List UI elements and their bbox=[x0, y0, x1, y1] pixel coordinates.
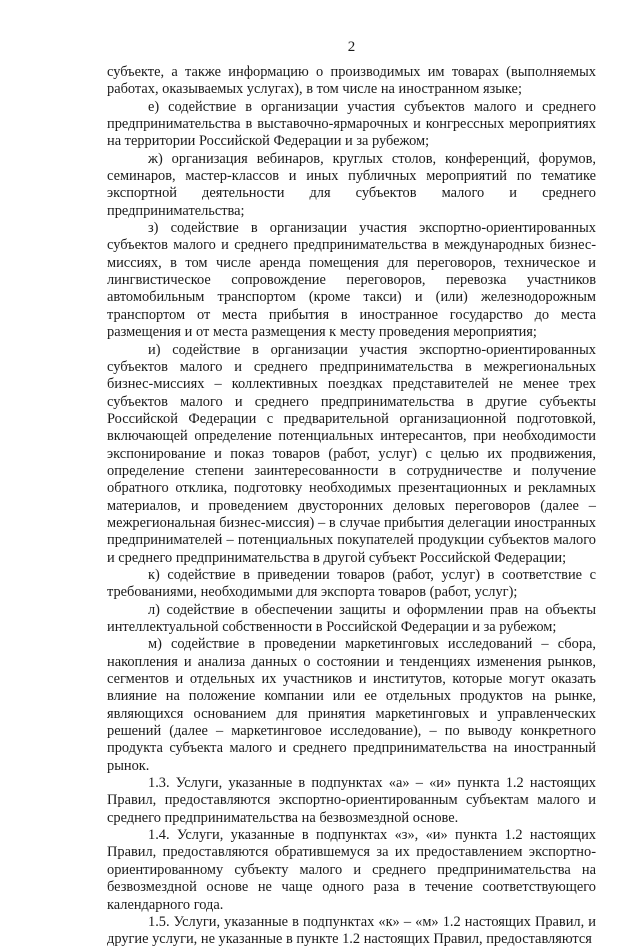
paragraph-item-z: з) содействие в организации участия экспортно-ориентированных субъектов малого и среднего предпринимательства в международных бизнес-миссиях, в том числе аренда помещения для переговоров, техническое и лингвистическое сопровождение переговоров, перевозка участников автомобильным транспортом (кроме такси) и (или) железнодорожным транспортом от места прибытия в иностранное государство до места размещения и от места размещения к месту проведения мероприятия; bbox=[107, 220, 596, 341]
paragraph-continuation: субъекте, а также информацию о производимых им товарах (выполняемых работах, оказываемых услугах), в том числе на иностранном языке; bbox=[107, 64, 596, 98]
paragraph-1-4: 1.4. Услуги, указанные в подпунктах «з», «и» пункта 1.2 настоящих Правил, предоставляются обратившемуся за их предоставлением экспортно-ориентированному субъекту малого и среднего предпринимательства на безвозмездной основе не чаще одного раза в течение соответствующего календарного года. bbox=[107, 827, 596, 913]
paragraph-item-k: к) содействие в приведении товаров (работ, услуг) в соответствие с требованиями, необходимыми для экспорта товаров (работ, услуг); bbox=[107, 566, 596, 601]
paragraph-item-m: м) содействие в проведении маркетинговых исследований – сбора, накопления и анализа данных о состоянии и тенденциях изменения рынков, сегментов и отдельных их участников и институтов, которые могут оказать влияние на положение компании или ее отдельных продуктов на рынке, являющихся основанием для принятия маркетинговых и управленческих решений (далее – маркетинговое исследование), – по выводу конкретного продукта субъекта малого и среднего предпринимательства на иностранный рынок. bbox=[107, 636, 596, 774]
document-body bbox=[107, 64, 596, 949]
page-number: 2 bbox=[347, 39, 356, 55]
paragraph-item-l: л) содействие в обеспечении защиты и оформлении прав на объекты интеллектуальной собственности в Российской Федерации и за рубежом; bbox=[107, 601, 596, 635]
paragraph-item-zh: ж) организация вебинаров, круглых столов, конференций, форумов, семинаров, мастер-классов и иных публичных мероприятий по тематике экспортной деятельности для субъектов малого и среднего предпринимательства; bbox=[107, 150, 596, 219]
paragraph-item-e: е) содействие в организации участия субъектов малого и среднего предпринимательства в выставочно-ярмарочных и конгрессных мероприятиях на территории Российской Федерации и за рубежом; bbox=[107, 98, 596, 150]
paragraph-item-i: и) содействие в организации участия экспортно-ориентированных субъектов малого и среднего предпринимательства в межрегиональных бизнес-миссиях – коллективных поездках представителей не менее трех субъектов малого и среднего предпринимательства в другие субъекты Российской Федерации с предварительной организационной подготовкой, включающей определение потенциальных интересантов, при необходимости экспонирование и показ товаров (работ, услуг) с целью их продвижения, определение степени заинтересованности в сотрудничестве и получение обратного отклика, подготовку необходимых презентационных и рекламных материалов, и проведением двусторонних деловых переговоров (далее – межрегиональная бизнес-миссия) – в случае прибытия делегации иностранных предпринимателей – потенциальных покупателей продукции субъектов малого и среднего предпринимательства в другой субъект Российской Федерации; bbox=[107, 341, 596, 566]
paragraph-1-3: 1.3. Услуги, указанные в подпунктах «а» – «и» пункта 1.2 настоящих Правил, предоставляются экспортно-ориентированным субъектам малого и среднего предпринимательства на безвозмездной основе. bbox=[107, 775, 596, 826]
paragraph-1-5: 1.5. Услуги, указанные в подпунктах «к» – «м» 1.2 настоящих Правил, и другие услуги, не указанные в пункте 1.2 настоящих Правил, предоставляются bbox=[107, 913, 596, 948]
